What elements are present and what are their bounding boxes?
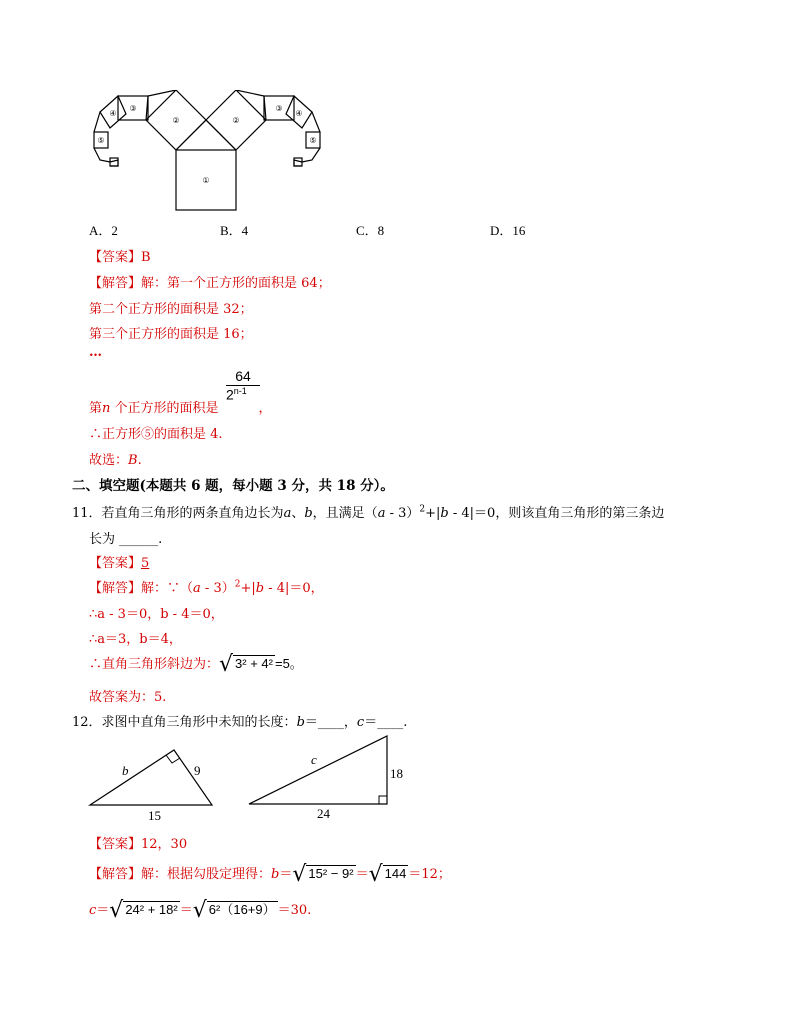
q11-answer-line: 【答案】5 — [89, 556, 150, 571]
option-b: B．4 — [220, 223, 249, 238]
q11-stem: 11．若直角三角形的两条直角边长为a、b，且满足（a - 3）$^2$+|b - 4|＝0，则该直角三角形的第三条边 — [72, 504, 665, 521]
sqrt-24-18: √ 24² + 18² — [109, 898, 178, 923]
q11-s3: ∴a＝3，b＝4， — [89, 632, 182, 647]
q10-line4: … — [89, 345, 102, 360]
tri1-label-b: b — [122, 763, 129, 778]
option-d: D．16 — [490, 223, 526, 238]
tri2-label-18: 18 — [390, 766, 403, 781]
q12-s2: c＝√ 24² + 18² ＝√ 6²（16+9） ＝30. — [89, 898, 312, 923]
q11-s4: ∴直角三角形斜边为：√ 3² + 4² =5。 — [89, 652, 303, 677]
fraction-numerator: 64 — [235, 368, 251, 384]
sqrt-15-9: √ 15² − 9² — [292, 862, 354, 887]
tri1-label-15: 15 — [148, 808, 161, 823]
q12-answer-line: 【答案】12，30 — [89, 837, 188, 852]
pythagoras-figure — [88, 90, 333, 215]
section-title: 二、填空题(本题共 6 题，每小题 3 分，共 18 分）。 — [72, 478, 394, 494]
label-2-left: ② — [172, 116, 180, 125]
label-4-right: ④ — [295, 109, 303, 118]
solution-tag: 【解答】 — [89, 276, 142, 291]
triangle-2 — [245, 730, 415, 825]
triangle-1 — [86, 745, 221, 825]
label-3-right: ③ — [275, 104, 283, 113]
q11-s5: 故答案为：5. — [89, 690, 167, 705]
q11-answer: 5 — [141, 556, 150, 571]
label-5-left: ⑤ — [97, 136, 105, 145]
label-3-left: ③ — [129, 104, 137, 113]
option-a: A．2 — [89, 223, 118, 238]
tri2-label-c: c — [311, 752, 317, 767]
q10-answer: B — [141, 250, 151, 265]
q10-line6: ∴正方形⑤的面积是 4. — [89, 427, 223, 442]
tri1-label-9: 9 — [194, 763, 201, 778]
q11-s1: 【解答】解：∵（a - 3）$^2$+|b - 4|＝0， — [89, 579, 324, 596]
answer-tag: 【答案】 — [89, 250, 142, 265]
tri2-label-24: 24 — [317, 806, 330, 821]
label-4-left: ④ — [109, 109, 117, 118]
q10-line3: 第三个正方形的面积是 16； — [89, 327, 253, 342]
sqrt-6-25: √ 6²（16+9） — [192, 898, 276, 923]
sqrt-144: √ 144 — [368, 862, 407, 887]
q12-stem: 12．求图中直角三角形中未知的长度：b＝____，c＝____. — [72, 715, 408, 730]
q10-line5: 第n 个正方形的面积是 ， — [89, 401, 272, 416]
q10-line7: 故选：B. — [89, 453, 142, 468]
label-5-right: ⑤ — [309, 136, 317, 145]
fraction-denominator: 2$^{n-1}$ — [226, 386, 247, 403]
q11-s2: ∴a - 3＝0，b - 4＝0， — [89, 607, 224, 622]
q12-answer: 12，30 — [141, 837, 188, 852]
q12-s1: 【解答】解：根据勾股定理得：b＝√ 15² − 9² ＝√ 144 ＝12； — [89, 862, 451, 887]
q11-stem-line2: 长为 ______. — [89, 532, 163, 547]
label-1: ① — [202, 176, 210, 185]
label-2-right: ② — [232, 116, 240, 125]
q10-line2: 第二个正方形的面积是 32； — [89, 302, 253, 317]
q10-solution-line1 — [89, 272, 331, 291]
q10-answer-line — [89, 246, 151, 265]
option-c: C．8 — [356, 223, 385, 238]
q10-line1: 解：第一个正方形的面积是 64； — [141, 276, 331, 291]
sqrt-expression: √ 3² + 4² — [219, 652, 273, 677]
